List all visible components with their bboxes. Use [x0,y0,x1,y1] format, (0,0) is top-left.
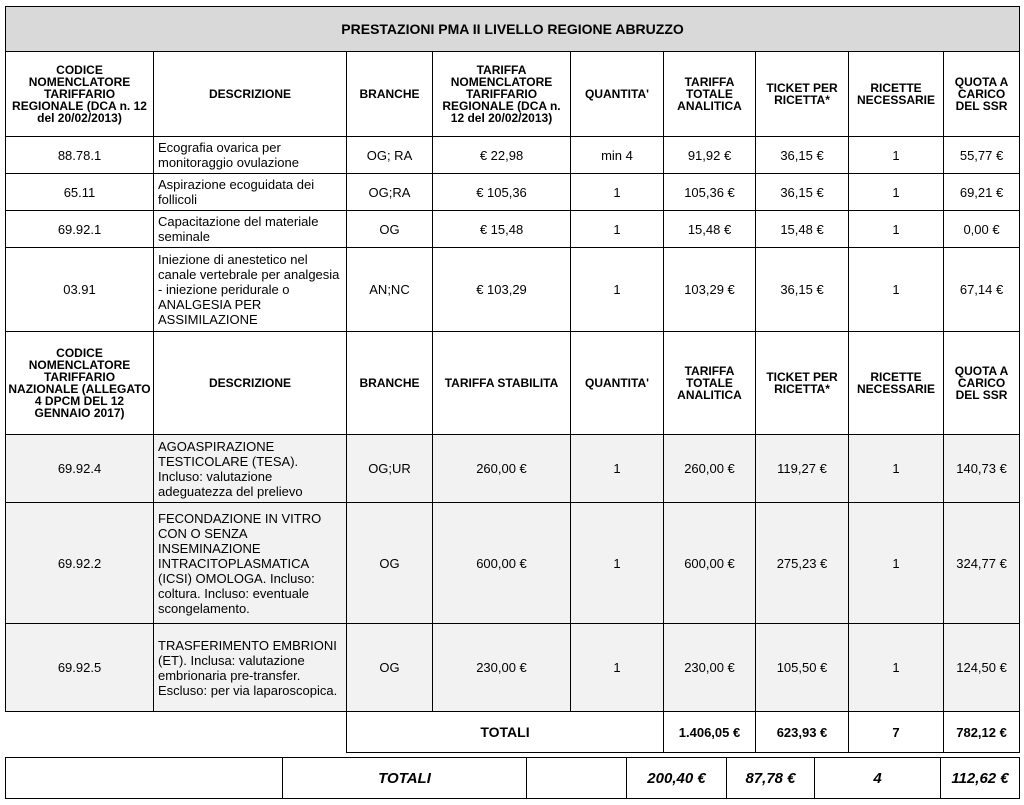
totals-spacer [6,712,347,753]
total-cell: 230,00 € [664,624,756,712]
table-row [6,435,1020,503]
qty-cell: 1 [571,211,664,248]
total-cell: 91,92 € [664,137,756,174]
ticket-cell: 15,48 € [756,211,849,248]
quota-cell: 124,50 € [944,624,1020,712]
header-row-regional [6,52,1020,137]
branche-cell: OG [347,503,433,624]
header-ticket: TICKET PER RICETTA* [756,332,849,435]
header-total: TARIFFA TOTALE ANALITICA [664,52,756,137]
header-code: CODICE NOMENCLATORE TARIFFARIO REGIONALE (DCA n. 12 del 20/02/2013) [6,52,154,137]
desc-cell: Capacitazione del materiale seminale [154,211,347,248]
qty-cell: min 4 [571,137,664,174]
prestazioni-table [5,6,1020,753]
qty-cell: 1 [571,503,664,624]
header-ricette: RICETTE NECESSARIE [849,52,944,137]
table-row [6,503,1020,624]
branche-cell: OG [347,624,433,712]
header-tariff: TARIFFA NOMENCLATORE TARIFFARIO REGIONALE (DCA n. 12 del 20/02/2013) [433,52,571,137]
footer-label: TOTALI [283,758,527,799]
code-cell: 69.92.2 [6,503,154,624]
header-total: TARIFFA TOTALE ANALITICA [664,332,756,435]
quota-cell: 0,00 € [944,211,1020,248]
tariff-cell: € 15,48 [433,211,571,248]
header-branche: BRANCHE [347,332,433,435]
tariff-cell: € 22,98 [433,137,571,174]
quota-cell: 324,77 € [944,503,1020,624]
quota-cell: 67,14 € [944,248,1020,332]
footer-empty [527,758,627,799]
desc-cell: AGOASPIRAZIONE TESTICOLARE (TESA). Incluso: valutazione adeguatezza del prelievo [154,435,347,503]
footer-ricette: 4 [815,758,941,799]
total-cell: 103,29 € [664,248,756,332]
branche-cell: OG [347,211,433,248]
ricette-cell: 1 [849,248,944,332]
code-cell: 65.11 [6,174,154,211]
footer-totals-row [6,758,1020,799]
total-cell: 600,00 € [664,503,756,624]
footer-totals-table [5,757,1020,799]
header-desc: DESCRIZIONE [154,332,347,435]
qty-cell: 1 [571,624,664,712]
desc-cell: Ecografia ovarica per monitoraggio ovulazione [154,137,347,174]
ricette-cell: 1 [849,503,944,624]
ricette-cell: 1 [849,435,944,503]
table-row [6,211,1020,248]
quota-cell: 69,21 € [944,174,1020,211]
ticket-cell: 105,50 € [756,624,849,712]
header-tariff: TARIFFA STABILITA [433,332,571,435]
totals-row [6,712,1020,753]
totals-ricette: 7 [849,712,944,753]
code-cell: 69.92.4 [6,435,154,503]
footer-total: 200,40 € [627,758,727,799]
branche-cell: OG;RA [347,174,433,211]
header-code: CODICE NOMENCLATORE TARIFFARIO NAZIONALE (ALLEGATO 4 DPCM DEL 12 GENNAIO 2017) [6,332,154,435]
code-cell: 69.92.5 [6,624,154,712]
totals-quota: 782,12 € [944,712,1020,753]
total-cell: 15,48 € [664,211,756,248]
table-title-row [6,7,1020,52]
ticket-cell: 275,23 € [756,503,849,624]
totals-label: TOTALI [347,712,664,753]
ricette-cell: 1 [849,624,944,712]
footer-ticket: 87,78 € [727,758,815,799]
desc-cell: Iniezione di anestetico nel canale vertebrale per analgesia - iniezione peridurale o ANALGESIA PER ASSIMILAZIONE [154,248,347,332]
table-row [6,174,1020,211]
ticket-cell: 36,15 € [756,174,849,211]
table-row [6,624,1020,712]
tariff-cell: € 103,29 [433,248,571,332]
header-quota: QUOTA A CARICO DEL SSR [944,332,1020,435]
ticket-cell: 119,27 € [756,435,849,503]
desc-cell: Aspirazione ecoguidata dei follicoli [154,174,347,211]
desc-cell: TRASFERIMENTO EMBRIONI (ET). Inclusa: valutazione embrionaria pre-transfer. Escluso: per via laparoscopica. [154,624,347,712]
ticket-cell: 36,15 € [756,248,849,332]
code-cell: 88.78.1 [6,137,154,174]
tariff-cell: € 105,36 [433,174,571,211]
qty-cell: 1 [571,248,664,332]
header-branche: BRANCHE [347,52,433,137]
branche-cell: OG; RA [347,137,433,174]
ticket-cell: 36,15 € [756,137,849,174]
qty-cell: 1 [571,174,664,211]
table-title: PRESTAZIONI PMA II LIVELLO REGIONE ABRUZZO [6,7,1020,52]
header-ricette: RICETTE NECESSARIE [849,332,944,435]
ricette-cell: 1 [849,211,944,248]
tariff-cell: 600,00 € [433,503,571,624]
total-cell: 260,00 € [664,435,756,503]
quota-cell: 140,73 € [944,435,1020,503]
branche-cell: AN;NC [347,248,433,332]
quota-cell: 55,77 € [944,137,1020,174]
tariff-cell: 260,00 € [433,435,571,503]
header-row-national [6,332,1020,435]
header-qty: QUANTITA' [571,332,664,435]
totals-ticket: 623,93 € [756,712,849,753]
table-row [6,248,1020,332]
ricette-cell: 1 [849,174,944,211]
ricette-cell: 1 [849,137,944,174]
code-cell: 69.92.1 [6,211,154,248]
footer-spacer [6,758,283,799]
header-qty: QUANTITA' [571,52,664,137]
footer-quota: 112,62 € [941,758,1020,799]
code-cell: 03.91 [6,248,154,332]
header-ticket: TICKET PER RICETTA* [756,52,849,137]
desc-cell: FECONDAZIONE IN VITRO CON O SENZA INSEMINAZIONE INTRACITOPLASMATICA (ICSI) OMOLOGA. Incluso: coltura. Incluso: eventuale scongelamento. [154,503,347,624]
header-desc: DESCRIZIONE [154,52,347,137]
table-row [6,137,1020,174]
tariff-cell: 230,00 € [433,624,571,712]
total-cell: 105,36 € [664,174,756,211]
qty-cell: 1 [571,435,664,503]
header-quota: QUOTA A CARICO DEL SSR [944,52,1020,137]
branche-cell: OG;UR [347,435,433,503]
totals-total: 1.406,05 € [664,712,756,753]
